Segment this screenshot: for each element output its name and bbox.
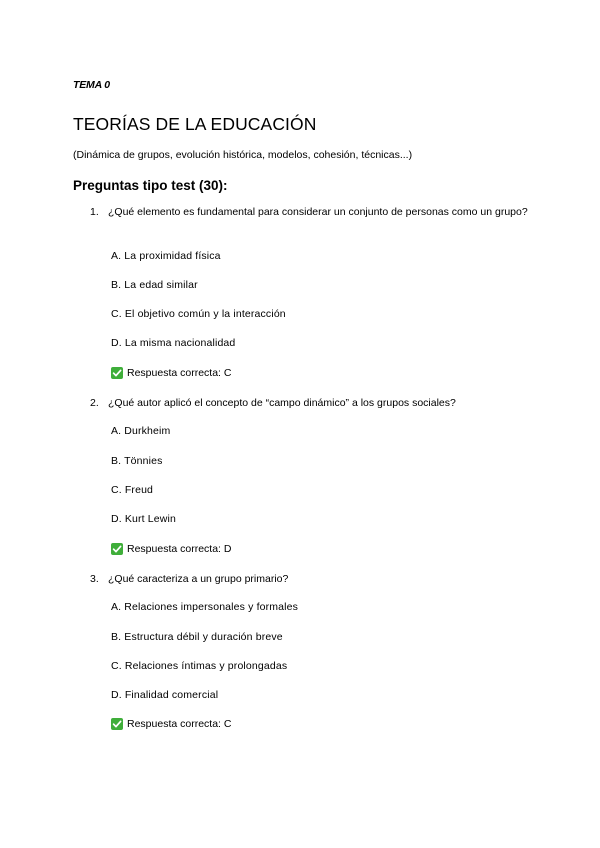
option-b: B. La edad similar [111, 279, 198, 291]
page-subtitle: (Dinámica de grupos, evolución histórica, modelos, cohesión, técnicas...) [73, 149, 413, 161]
question-3 [90, 572, 530, 587]
tema-label: TEMA 0 [73, 79, 110, 91]
option-b: B. Tönnies [111, 455, 163, 467]
question-text: ¿Qué elemento es fundamental para considerar un conjunto de personas como un grupo? [108, 206, 528, 218]
question-number: 3. [90, 573, 99, 585]
answer-text: Respuesta correcta: C [127, 718, 232, 730]
correct-answer [111, 367, 231, 379]
option-a: A. Durkheim [111, 425, 171, 437]
question-text: ¿Qué caracteriza a un grupo primario? [108, 573, 289, 585]
question-number: 2. [90, 397, 99, 409]
option-d: D. Finalidad comercial [111, 689, 219, 701]
question-text: ¿Qué autor aplicó el concepto de “campo dinámico” a los grupos sociales? [108, 397, 456, 409]
check-mark-icon [111, 367, 123, 379]
option-d: D. La misma nacionalidad [111, 337, 236, 349]
correct-answer [111, 543, 231, 555]
question-number: 1. [90, 206, 99, 218]
question-1 [90, 205, 530, 220]
section-heading: Preguntas tipo test (30): [73, 178, 228, 193]
answer-text: Respuesta correcta: C [127, 367, 232, 379]
option-c: C. Relaciones íntimas y prolongadas [111, 660, 288, 672]
page-title: TEORÍAS DE LA EDUCACIÓN [73, 114, 317, 134]
option-a: A. Relaciones impersonales y formales [111, 601, 299, 613]
answer-text: Respuesta correcta: D [127, 543, 232, 555]
correct-answer [111, 718, 231, 730]
check-mark-icon [111, 718, 123, 730]
question-2 [90, 396, 530, 411]
check-mark-icon [111, 543, 123, 555]
option-c: C. El objetivo común y la interacción [111, 308, 286, 320]
option-c: C. Freud [111, 484, 154, 496]
option-d: D. Kurt Lewin [111, 513, 176, 525]
option-b: B. Estructura débil y duración breve [111, 631, 283, 643]
option-a: A. La proximidad física [111, 250, 221, 262]
